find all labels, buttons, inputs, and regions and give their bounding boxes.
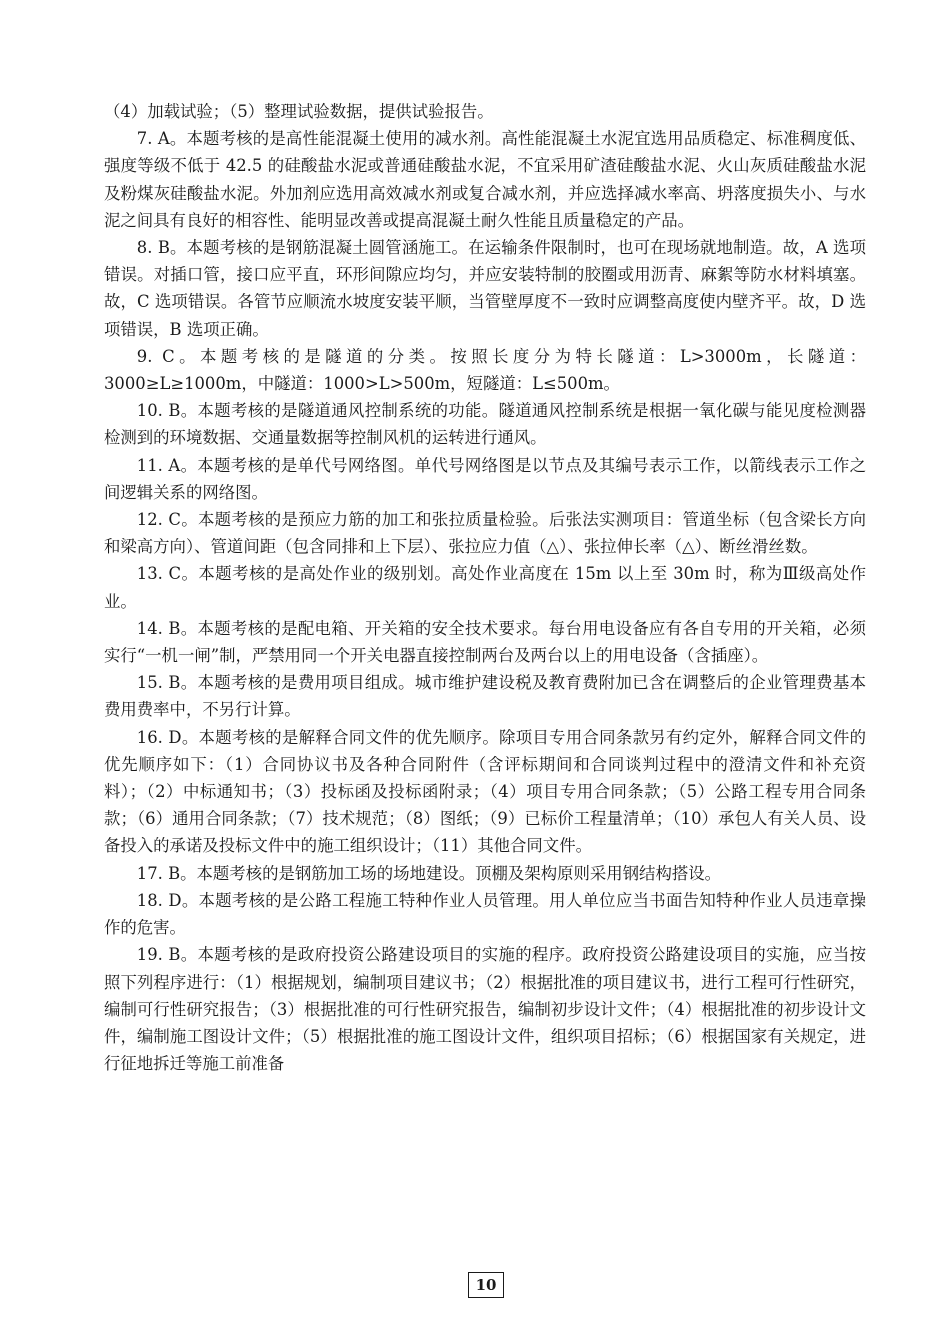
- paragraph: 13. C。本题考核的是高处作业的级别划。高处作业高度在 15m 以上至 30m 时，称为Ⅲ级高处作业。: [104, 564, 866, 611]
- paragraph: 7. A。本题考核的是高性能混凝土使用的减水剂。高性能混凝土水泥宜选用品质稳定、标准稠度低、强度等级不低于 42.5 的硅酸盐水泥或普通硅酸盐水泥，不宜采用矿渣硅酸盐水泥、火山灰质硅酸盐水泥及粉煤灰硅酸盐水泥。外加剂应选用高效减水剂或复合减水剂，并应选择减水率高、坍落度损失小、与水泥之间具有良好的相容性、能明显改善或提高混凝土耐久性能且质量稳定的产品。: [104, 129, 866, 230]
- paragraph: 9. C。本题考核的是隧道的分类。按照长度分为特长隧道：L>3000m，长隧道：3000≥L≥1000m，中隧道：1000>L>500m，短隧道：L≤500m。: [104, 346, 866, 394]
- paragraph: 14. B。本题考核的是配电箱、开关箱的安全技术要求。每台用电设备应有各自专用的开关箱，必须实行“一机一闸”制，严禁用同一个开关电器直接控制两台及两台以上的用电设备（含插座）。: [104, 618, 866, 666]
- document-body: [104, 98, 866, 1077]
- paragraph: 8. B。本题考核的是钢筋混凝土圆管涵施工。在运输条件限制时，也可在现场就地制造。故，A 选项错误。对插口管，接口应平直，环形间隙应均匀，并应安装特制的胶圈或用沥青、麻絮等防水材料填塞。故，C 选项错误。各管节应顺流水坡度安装平顺，当管壁厚度不一致时应调整高度使内壁齐平。故，D 选项错误，B 选项正确。: [104, 238, 866, 339]
- paragraph: 15. B。本题考核的是费用项目组成。城市维护建设税及教育费附加已含在调整后的企业管理费基本费用费率中，不另行计算。: [104, 673, 866, 720]
- paragraph: 10. B。本题考核的是隧道通风控制系统的功能。隧道通风控制系统是根据一氧化碳与能见度检测器检测到的环境数据、交通量数据等控制风机的运转进行通风。: [104, 401, 866, 448]
- paragraph: 19. B。本题考核的是政府投资公路建设项目的实施的程序。政府投资公路建设项目的实施，应当按照下列程序进行：（1）根据规划，编制项目建议书；（2）根据批准的项目建议书，进行工程可行性研究，编制可行性研究报告；（3）根据批准的可行性研究报告，编制初步设计文件；（4）根据批准的初步设计文件，编制施工图设计文件；（5）根据批准的施工图设计文件，组织项目招标；（6）根据国家有关规定，进行征地拆迁等施工前准备: [104, 945, 866, 1074]
- page-number: 10: [468, 1272, 504, 1298]
- paragraph: 12. C。本题考核的是预应力筋的加工和张拉质量检验。后张法实测项目：管道坐标（包含梁长方向和梁高方向）、管道间距（包含同排和上下层）、张拉应力值（△）、张拉伸长率（△）、断丝滑丝数。: [104, 510, 866, 557]
- paragraph: 18. D。本题考核的是公路工程施工特种作业人员管理。用人单位应当书面告知特种作业人员违章操作的危害。: [104, 890, 866, 938]
- paragraph: 16. D。本题考核的是解释合同文件的优先顺序。除项目专用合同条款另有约定外，解释合同文件的优先顺序如下：（1）合同协议书及各种合同附件（含评标期间和合同谈判过程中的澄清文件和补充资料）；（2）中标通知书；（3）投标函及投标函附录；（4）项目专用合同条款；（5）公路工程专用合同条款；（6）通用合同条款；（7）技术规范；（8）图纸；（9）已标价工程量清单；（10）承包人有关人员、设备投入的承诺及投标文件中的施工组织设计；（11）其他合同文件。: [104, 727, 866, 856]
- paragraph: 11. A。本题考核的是单代号网络图。单代号网络图是以节点及其编号表示工作，以箭线表示工作之间逻辑关系的网络图。: [104, 455, 866, 502]
- paragraph: （4）加载试验；（5）整理试验数据，提供试验报告。: [104, 102, 494, 121]
- paragraph: 17. B。本题考核的是钢筋加工场的场地建设。顶棚及架构原则采用钢结构搭设。: [136, 863, 722, 883]
